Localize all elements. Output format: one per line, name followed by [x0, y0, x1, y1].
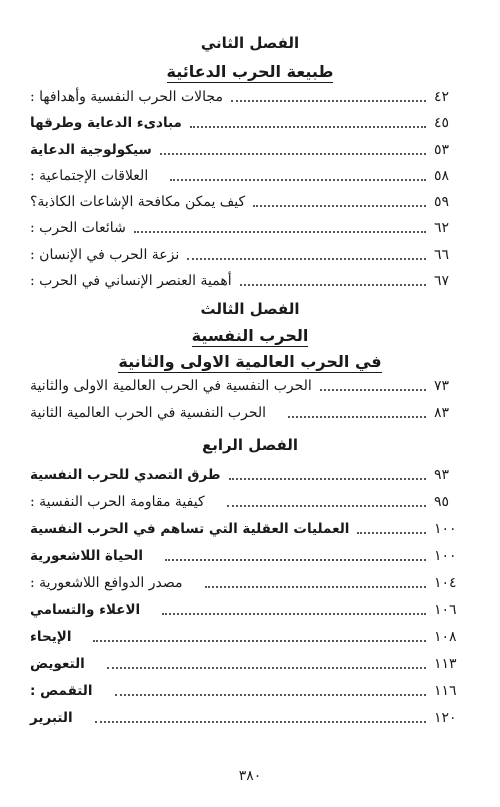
toc-entry-label: الاعلاء والتسامي	[30, 602, 141, 618]
toc-entry-label: مجالات الحرب النفسية وأهدافها :	[30, 89, 223, 105]
toc-entry[interactable]	[30, 462, 470, 484]
dot-leader	[134, 230, 426, 233]
toc-entry-page: ٥٩	[434, 194, 450, 210]
toc-entry-page: ٦٦	[434, 247, 450, 263]
toc-entry[interactable]	[30, 678, 470, 700]
dot-leader	[320, 388, 426, 391]
toc-entry-label: طرق التصدي للحرب النفسية	[30, 467, 221, 483]
chapter-3-subtitle	[0, 352, 500, 373]
dot-leader	[288, 415, 426, 418]
toc-entry[interactable]	[30, 137, 470, 159]
toc-entry[interactable]	[30, 597, 470, 619]
chapter-3-title	[0, 326, 500, 347]
dot-leader	[93, 639, 426, 642]
toc-entry[interactable]	[30, 651, 470, 673]
chapter-3-subtitle-text: في الحرب العالمية الاولى والثانية	[118, 352, 382, 371]
toc-entry[interactable]	[30, 543, 470, 565]
toc-entry-page: ٧٣	[434, 378, 450, 394]
toc-entry-page: ١١٣	[434, 656, 457, 672]
chapter-2-label: الفصل الثاني	[200, 34, 300, 52]
toc-entry-label: سيكولوجية الدعاية	[30, 142, 152, 158]
chapter-3-title-text: الحرب النفسية	[191, 326, 309, 345]
toc-entry-page: ٦٧	[434, 273, 450, 289]
toc-entry-label: التقمص :	[30, 683, 93, 699]
toc-entry[interactable]	[30, 242, 470, 264]
dot-leader	[165, 558, 426, 561]
toc-entry[interactable]	[30, 516, 470, 538]
toc-entry-label: نزعة الحرب في الإنسان :	[30, 247, 180, 263]
toc-entry[interactable]	[30, 215, 470, 237]
dot-leader	[160, 152, 426, 155]
toc-entry-page: ١٠٠	[434, 521, 457, 537]
toc-entry-page: ٨٣	[434, 405, 450, 421]
toc-entry-label: مصدر الدوافع اللاشعورية :	[30, 575, 183, 591]
toc-entry[interactable]	[30, 489, 470, 511]
dot-leader	[190, 125, 426, 128]
toc-entry[interactable]	[30, 705, 470, 727]
chapter-4-heading	[0, 436, 500, 454]
toc-entry-page: ٥٨	[434, 168, 450, 184]
toc-entry-page: ١٠٠	[434, 548, 457, 564]
dot-leader	[227, 504, 426, 507]
toc-entry-page: ١٠٤	[434, 575, 457, 591]
dot-leader	[240, 283, 426, 286]
toc-entry[interactable]	[30, 189, 470, 211]
dot-leader	[162, 612, 426, 615]
chapter-2-heading	[0, 34, 500, 52]
chapter-2-title-text: طبيعة الحرب الدعائية	[166, 62, 334, 81]
toc-entry-label: مبادىء الدعاية وطرقها	[30, 115, 182, 131]
toc-entry-label: كيفية مقاومة الحرب النفسية :	[30, 494, 205, 510]
toc-entry-label: أهمية العنصر الإنساني في الحرب :	[30, 273, 232, 289]
dot-leader	[170, 178, 426, 181]
chapter-2-title	[0, 62, 500, 83]
toc-entry-page: ٤٢	[434, 89, 450, 105]
toc-entry[interactable]	[30, 110, 470, 132]
chapter-4-label: الفصل الرابع	[201, 436, 299, 454]
toc-entry-page: ١٢٠	[434, 710, 457, 726]
dot-leader	[115, 693, 427, 696]
toc-entry-label: الحرب النفسية في الحرب العالمية الثانية	[30, 405, 267, 421]
toc-entry-label: الإيحاء	[30, 629, 72, 645]
toc-entry-page: ٥٣	[434, 142, 450, 158]
toc-entry[interactable]	[30, 373, 470, 395]
toc-entry[interactable]	[30, 400, 470, 422]
toc-entry-page: ٤٥	[434, 115, 450, 131]
dot-leader	[357, 531, 426, 534]
dot-leader	[187, 257, 426, 260]
toc-entry-label: العمليات العقلية التي تساهم في الحرب النفسية	[30, 521, 350, 537]
toc-entry-page: ٩٥	[434, 494, 450, 510]
toc-entry[interactable]	[30, 624, 470, 646]
toc-entry-label: العلاقات الإجتماعية :	[30, 168, 149, 184]
toc-entry[interactable]	[30, 163, 470, 185]
toc-entry-label: الحرب النفسية في الحرب العالمية الاولى والثانية	[30, 378, 312, 394]
toc-entry-label: التبرير	[30, 710, 73, 726]
toc-entry[interactable]	[30, 570, 470, 592]
dot-leader	[95, 720, 426, 723]
toc-entry-page: ٩٣	[434, 467, 450, 483]
toc-entry[interactable]	[30, 268, 470, 290]
toc-entry-page: ١١٦	[434, 683, 457, 699]
dot-leader	[205, 585, 426, 588]
chapter-3-label: الفصل الثالث	[200, 300, 300, 318]
toc-entry-label: التعويض	[30, 656, 85, 672]
chapter-3-heading	[0, 300, 500, 318]
toc-entry-label: الحياة اللاشعورية	[30, 548, 144, 564]
toc-entry-page: ١٠٦	[434, 602, 457, 618]
toc-entry[interactable]	[30, 84, 470, 106]
dot-leader	[229, 477, 426, 480]
toc-entry-page: ١٠٨	[434, 629, 457, 645]
dot-leader	[231, 99, 426, 102]
toc-entry-label: كيف يمكن مكافحة الإشاعات الكاذبة؟	[30, 194, 246, 210]
page-number: ٣٨٠	[238, 768, 262, 784]
dot-leader	[107, 666, 426, 669]
toc-entry-label: شائعات الحرب :	[30, 220, 126, 236]
dot-leader	[253, 204, 426, 207]
toc-entry-page: ٦٢	[434, 220, 450, 236]
